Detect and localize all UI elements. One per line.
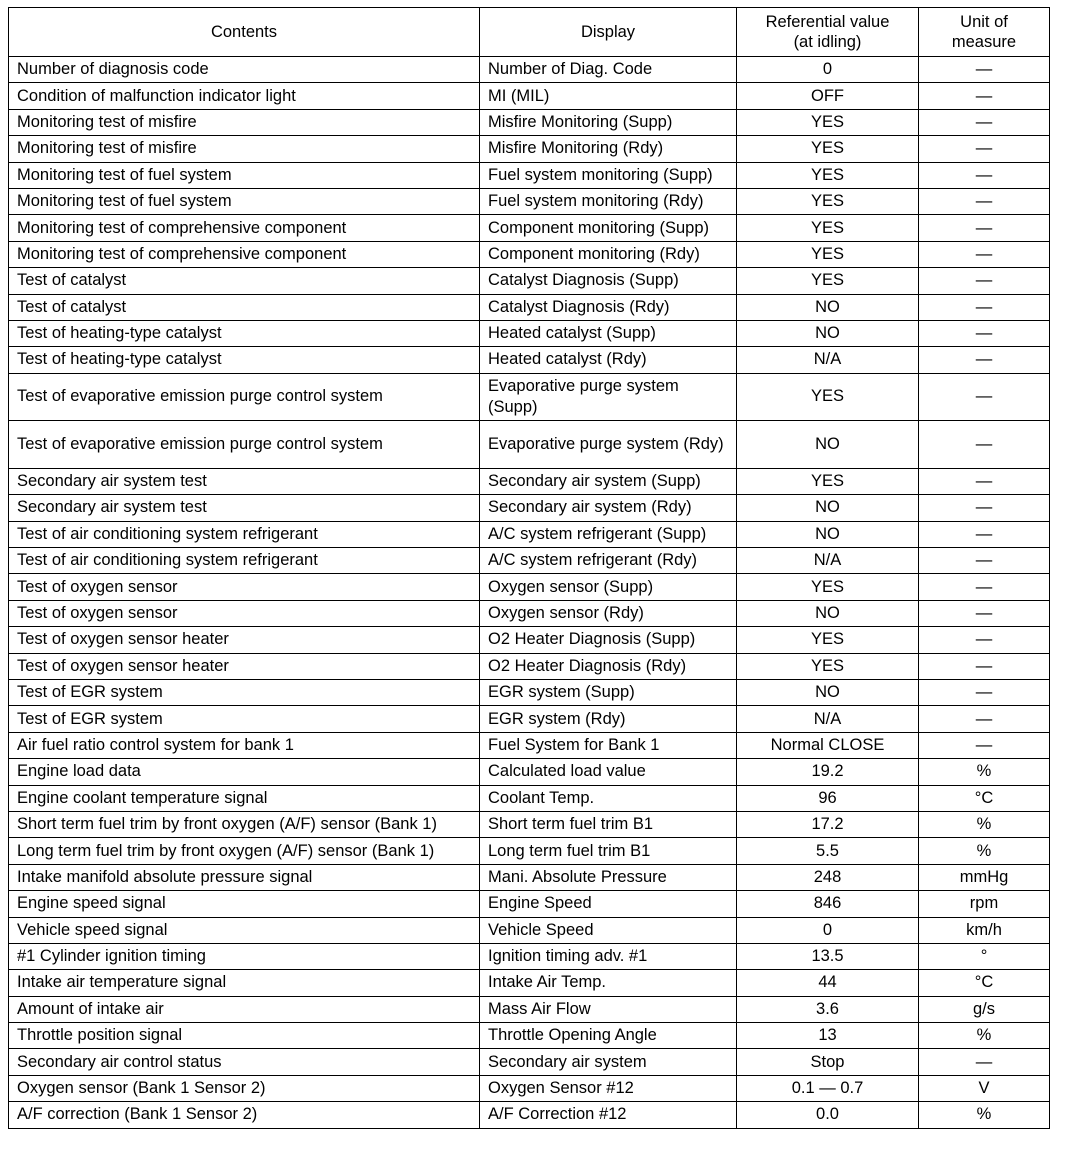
table-row xyxy=(9,268,1050,294)
cell-contents: Secondary air system test xyxy=(9,468,480,494)
cell-contents: Test of heating-type catalyst xyxy=(9,347,480,373)
cell-unit: — xyxy=(919,495,1050,521)
cell-contents: #1 Cylinder ignition timing xyxy=(9,943,480,969)
cell-display: Long term fuel trim B1 xyxy=(480,838,737,864)
cell-contents: Engine speed signal xyxy=(9,891,480,917)
cell-display: Oxygen sensor (Supp) xyxy=(480,574,737,600)
cell-contents: Test of evaporative emission purge control system xyxy=(9,421,480,469)
table-row xyxy=(9,1049,1050,1075)
table-row xyxy=(9,996,1050,1022)
cell-contents: Intake air temperature signal xyxy=(9,970,480,996)
table-row xyxy=(9,732,1050,758)
cell-referential-value: YES xyxy=(737,468,919,494)
cell-unit: — xyxy=(919,188,1050,214)
cell-display: Secondary air system (Supp) xyxy=(480,468,737,494)
cell-contents: Test of heating-type catalyst xyxy=(9,320,480,346)
cell-unit: % xyxy=(919,1023,1050,1049)
cell-referential-value: NO xyxy=(737,294,919,320)
table-row xyxy=(9,574,1050,600)
cell-display: Fuel System for Bank 1 xyxy=(480,732,737,758)
cell-referential-value: N/A xyxy=(737,548,919,574)
cell-referential-value: YES xyxy=(737,627,919,653)
cell-unit: — xyxy=(919,83,1050,109)
table-row xyxy=(9,600,1050,626)
table-row xyxy=(9,421,1050,469)
cell-display: Catalyst Diagnosis (Supp) xyxy=(480,268,737,294)
cell-display: Intake Air Temp. xyxy=(480,970,737,996)
cell-contents: Secondary air control status xyxy=(9,1049,480,1075)
cell-referential-value: YES xyxy=(737,162,919,188)
table-row xyxy=(9,627,1050,653)
cell-contents: Number of diagnosis code xyxy=(9,57,480,83)
cell-contents: Test of catalyst xyxy=(9,268,480,294)
cell-contents: Oxygen sensor (Bank 1 Sensor 2) xyxy=(9,1075,480,1101)
cell-display: Oxygen sensor (Rdy) xyxy=(480,600,737,626)
cell-referential-value: NO xyxy=(737,521,919,547)
cell-contents: Intake manifold absolute pressure signal xyxy=(9,864,480,890)
cell-display: O2 Heater Diagnosis (Supp) xyxy=(480,627,737,653)
cell-contents: Engine load data xyxy=(9,759,480,785)
cell-referential-value: NO xyxy=(737,495,919,521)
cell-display: Mass Air Flow xyxy=(480,996,737,1022)
table-row xyxy=(9,1075,1050,1101)
cell-contents: Monitoring test of fuel system xyxy=(9,188,480,214)
cell-unit: % xyxy=(919,838,1050,864)
cell-contents: Throttle position signal xyxy=(9,1023,480,1049)
cell-unit: — xyxy=(919,732,1050,758)
cell-display: Calculated load value xyxy=(480,759,737,785)
table-row xyxy=(9,215,1050,241)
cell-referential-value: Stop xyxy=(737,1049,919,1075)
table-row xyxy=(9,970,1050,996)
cell-referential-value: 13 xyxy=(737,1023,919,1049)
cell-referential-value: YES xyxy=(737,268,919,294)
cell-unit: — xyxy=(919,320,1050,346)
cell-contents: Secondary air system test xyxy=(9,495,480,521)
table-row xyxy=(9,548,1050,574)
cell-display: Misfire Monitoring (Rdy) xyxy=(480,136,737,162)
cell-referential-value: YES xyxy=(737,136,919,162)
cell-contents: Air fuel ratio control system for bank 1 xyxy=(9,732,480,758)
cell-unit: — xyxy=(919,574,1050,600)
table-row xyxy=(9,759,1050,785)
cell-contents: Monitoring test of misfire xyxy=(9,109,480,135)
cell-unit: — xyxy=(919,680,1050,706)
cell-referential-value: 0.0 xyxy=(737,1102,919,1128)
cell-referential-value: NO xyxy=(737,421,919,469)
table-row xyxy=(9,917,1050,943)
cell-referential-value: OFF xyxy=(737,83,919,109)
cell-display: Catalyst Diagnosis (Rdy) xyxy=(480,294,737,320)
cell-referential-value: 846 xyxy=(737,891,919,917)
table-row xyxy=(9,188,1050,214)
cell-unit: — xyxy=(919,162,1050,188)
cell-unit: — xyxy=(919,109,1050,135)
cell-referential-value: 17.2 xyxy=(737,811,919,837)
cell-contents: Monitoring test of misfire xyxy=(9,136,480,162)
cell-referential-value: 13.5 xyxy=(737,943,919,969)
cell-unit: ° xyxy=(919,943,1050,969)
cell-display: A/C system refrigerant (Rdy) xyxy=(480,548,737,574)
table-row xyxy=(9,891,1050,917)
header-unit-of-measure: Unit of measure xyxy=(919,8,1050,57)
table-row xyxy=(9,706,1050,732)
table-row xyxy=(9,943,1050,969)
cell-contents: Test of air conditioning system refrigerant xyxy=(9,521,480,547)
cell-contents: Test of oxygen sensor heater xyxy=(9,627,480,653)
cell-unit: — xyxy=(919,1049,1050,1075)
table-row xyxy=(9,241,1050,267)
table-row xyxy=(9,680,1050,706)
table-row xyxy=(9,347,1050,373)
table-row xyxy=(9,373,1050,421)
cell-display: Fuel system monitoring (Supp) xyxy=(480,162,737,188)
cell-display: Heated catalyst (Rdy) xyxy=(480,347,737,373)
cell-display: Evaporative purge system (Supp) xyxy=(480,373,737,421)
cell-contents: Test of catalyst xyxy=(9,294,480,320)
cell-contents: Monitoring test of comprehensive component xyxy=(9,215,480,241)
table-body xyxy=(9,57,1050,1129)
cell-referential-value: NO xyxy=(737,680,919,706)
cell-display: Secondary air system (Rdy) xyxy=(480,495,737,521)
cell-referential-value: YES xyxy=(737,109,919,135)
cell-unit: % xyxy=(919,1102,1050,1128)
table-header-row xyxy=(9,8,1050,57)
cell-display: Misfire Monitoring (Supp) xyxy=(480,109,737,135)
cell-display: Throttle Opening Angle xyxy=(480,1023,737,1049)
table-row xyxy=(9,136,1050,162)
cell-contents: Test of oxygen sensor xyxy=(9,574,480,600)
cell-referential-value: 44 xyxy=(737,970,919,996)
cell-contents: Amount of intake air xyxy=(9,996,480,1022)
cell-unit: g/s xyxy=(919,996,1050,1022)
table-row xyxy=(9,468,1050,494)
table-row xyxy=(9,495,1050,521)
cell-display: MI (MIL) xyxy=(480,83,737,109)
cell-display: EGR system (Supp) xyxy=(480,680,737,706)
cell-display: Evaporative purge system (Rdy) xyxy=(480,421,737,469)
cell-display: Component monitoring (Supp) xyxy=(480,215,737,241)
cell-referential-value: 3.6 xyxy=(737,996,919,1022)
cell-contents: Test of evaporative emission purge control system xyxy=(9,373,480,421)
document-page xyxy=(8,7,1049,1129)
header-referential-value: Referential value (at idling) xyxy=(737,8,919,57)
cell-unit: — xyxy=(919,468,1050,494)
cell-unit: °C xyxy=(919,970,1050,996)
cell-referential-value: 96 xyxy=(737,785,919,811)
table-row xyxy=(9,1102,1050,1128)
cell-unit: km/h xyxy=(919,917,1050,943)
cell-referential-value: YES xyxy=(737,241,919,267)
cell-referential-value: N/A xyxy=(737,347,919,373)
cell-display: Coolant Temp. xyxy=(480,785,737,811)
cell-unit: V xyxy=(919,1075,1050,1101)
table-row xyxy=(9,785,1050,811)
cell-unit: — xyxy=(919,653,1050,679)
header-display: Display xyxy=(480,8,737,57)
table-row xyxy=(9,83,1050,109)
cell-referential-value: 248 xyxy=(737,864,919,890)
cell-referential-value: YES xyxy=(737,574,919,600)
cell-contents: Test of EGR system xyxy=(9,706,480,732)
cell-unit: — xyxy=(919,136,1050,162)
table-row xyxy=(9,653,1050,679)
cell-display: Vehicle Speed xyxy=(480,917,737,943)
cell-display: Oxygen Sensor #12 xyxy=(480,1075,737,1101)
table-row xyxy=(9,811,1050,837)
cell-unit: % xyxy=(919,759,1050,785)
cell-unit: — xyxy=(919,706,1050,732)
cell-unit: — xyxy=(919,421,1050,469)
cell-contents: Test of oxygen sensor xyxy=(9,600,480,626)
cell-contents: Condition of malfunction indicator light xyxy=(9,83,480,109)
header-contents: Contents xyxy=(9,8,480,57)
cell-display: A/C system refrigerant (Supp) xyxy=(480,521,737,547)
cell-unit: mmHg xyxy=(919,864,1050,890)
cell-referential-value: 19.2 xyxy=(737,759,919,785)
table-row xyxy=(9,320,1050,346)
cell-contents: Monitoring test of comprehensive component xyxy=(9,241,480,267)
cell-unit: — xyxy=(919,548,1050,574)
cell-referential-value: NO xyxy=(737,320,919,346)
cell-display: Engine Speed xyxy=(480,891,737,917)
cell-display: Mani. Absolute Pressure xyxy=(480,864,737,890)
cell-referential-value: NO xyxy=(737,600,919,626)
cell-unit: — xyxy=(919,241,1050,267)
cell-contents: Test of oxygen sensor heater xyxy=(9,653,480,679)
cell-unit: — xyxy=(919,215,1050,241)
table-row xyxy=(9,57,1050,83)
cell-referential-value: 0 xyxy=(737,57,919,83)
cell-referential-value: YES xyxy=(737,653,919,679)
cell-unit: — xyxy=(919,373,1050,421)
cell-display: Secondary air system xyxy=(480,1049,737,1075)
table-row xyxy=(9,521,1050,547)
cell-unit: % xyxy=(919,811,1050,837)
table-row xyxy=(9,838,1050,864)
cell-contents: Long term fuel trim by front oxygen (A/F) sensor (Bank 1) xyxy=(9,838,480,864)
cell-display: Ignition timing adv. #1 xyxy=(480,943,737,969)
cell-contents: Short term fuel trim by front oxygen (A/F) sensor (Bank 1) xyxy=(9,811,480,837)
table-row xyxy=(9,864,1050,890)
cell-referential-value: YES xyxy=(737,373,919,421)
table-row xyxy=(9,1023,1050,1049)
cell-contents: Engine coolant temperature signal xyxy=(9,785,480,811)
cell-contents: Monitoring test of fuel system xyxy=(9,162,480,188)
table-row xyxy=(9,162,1050,188)
cell-unit: — xyxy=(919,57,1050,83)
cell-referential-value: YES xyxy=(737,188,919,214)
cell-display: Fuel system monitoring (Rdy) xyxy=(480,188,737,214)
diagnosis-data-table xyxy=(8,7,1050,1129)
cell-unit: — xyxy=(919,627,1050,653)
cell-unit: — xyxy=(919,268,1050,294)
cell-contents: Vehicle speed signal xyxy=(9,917,480,943)
cell-unit: — xyxy=(919,521,1050,547)
cell-referential-value: 5.5 xyxy=(737,838,919,864)
cell-display: O2 Heater Diagnosis (Rdy) xyxy=(480,653,737,679)
cell-unit: — xyxy=(919,347,1050,373)
cell-contents: A/F correction (Bank 1 Sensor 2) xyxy=(9,1102,480,1128)
cell-unit: — xyxy=(919,294,1050,320)
table-row xyxy=(9,294,1050,320)
cell-contents: Test of EGR system xyxy=(9,680,480,706)
cell-unit: °C xyxy=(919,785,1050,811)
cell-referential-value: Normal CLOSE xyxy=(737,732,919,758)
table-row xyxy=(9,109,1050,135)
cell-display: A/F Correction #12 xyxy=(480,1102,737,1128)
cell-contents: Test of air conditioning system refrigerant xyxy=(9,548,480,574)
cell-display: Heated catalyst (Supp) xyxy=(480,320,737,346)
cell-unit: rpm xyxy=(919,891,1050,917)
cell-display: Number of Diag. Code xyxy=(480,57,737,83)
cell-unit: — xyxy=(919,600,1050,626)
cell-referential-value: YES xyxy=(737,215,919,241)
cell-referential-value: 0.1 — 0.7 xyxy=(737,1075,919,1101)
cell-display: Short term fuel trim B1 xyxy=(480,811,737,837)
cell-referential-value: N/A xyxy=(737,706,919,732)
cell-referential-value: 0 xyxy=(737,917,919,943)
cell-display: Component monitoring (Rdy) xyxy=(480,241,737,267)
cell-display: EGR system (Rdy) xyxy=(480,706,737,732)
